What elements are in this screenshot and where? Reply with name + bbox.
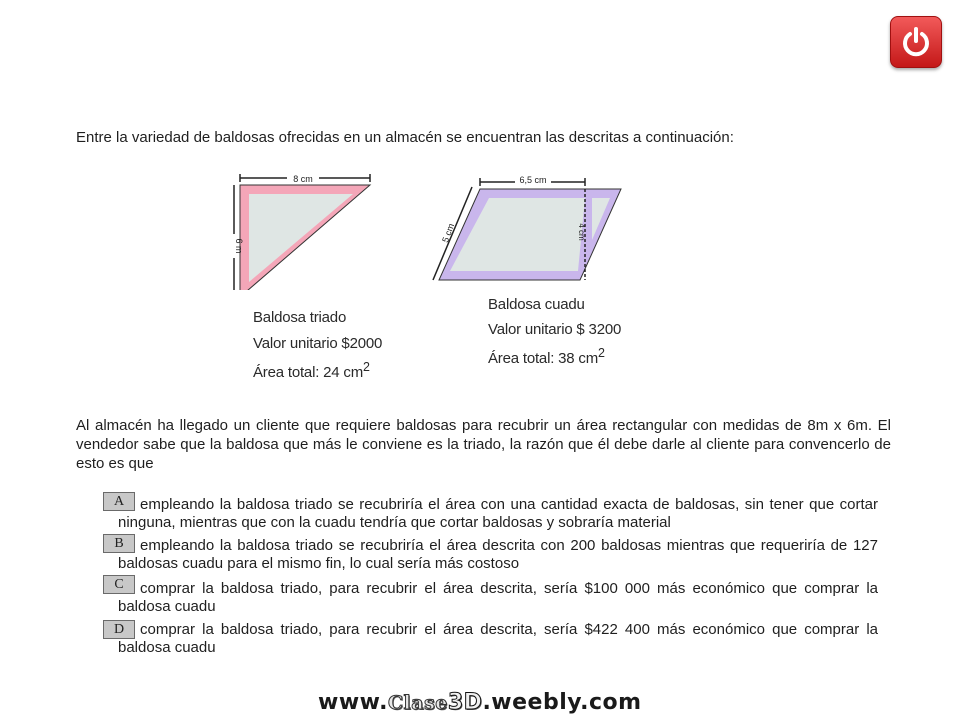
option-c-text: comprar la baldosa triado, para recubrir el área descrita, sería $100 000 más económico que comprar la baldosa cuadu <box>118 580 878 615</box>
intro-text: Entre la variedad de baldosas ofrecidas en un almacén se encuentran las descritas a continuación: <box>76 129 734 146</box>
footer-brand: Clase <box>387 692 448 714</box>
option-a-button[interactable]: A <box>103 492 135 511</box>
parallelogram-side-dim-label: 5 cm <box>440 222 457 244</box>
question-text: Al almacén ha llegado un cliente que requiere baldosas para recubrir un área rectangular con medidas de 8m x 6m. El vendedor sabe que la baldosa que más le conviene es la triado, la razón que él debe darle al cliente para convencerlo de esto es que <box>76 417 891 472</box>
triangle-area-text: Área total: 24 cm <box>253 364 363 381</box>
parallelogram-top-dim-label: 6,5 cm <box>519 175 547 185</box>
parallelogram-area-exponent: 2 <box>598 346 605 360</box>
option-b-text: empleando la baldosa triado se recubriría el área descrita con 200 baldosas mientras que requeriría de 127 baldosas cuadu para el mismo fin, lo cual sería más costoso <box>118 537 878 572</box>
power-button[interactable] <box>890 16 942 68</box>
site-footer-link[interactable] <box>318 690 642 715</box>
parallelogram-price: Valor unitario $ 3200 <box>488 321 622 338</box>
footer-brand-3d: 3D <box>447 690 483 715</box>
parallelogram-name: Baldosa cuadu <box>488 296 585 313</box>
parallelogram-area-text: Área total: 38 cm <box>488 350 598 367</box>
option-d-button[interactable]: D <box>103 620 135 639</box>
triangle-price: Valor unitario $2000 <box>253 335 383 352</box>
tiles-figure <box>225 170 645 290</box>
triangle-top-dim-label: 8 cm <box>293 174 313 184</box>
option-c-button[interactable]: C <box>103 575 135 594</box>
triangle-tile <box>227 172 370 290</box>
option-a-text: empleando la baldosa triado se recubriría el área con una cantidad exacta de baldosas, sin tener que cortar ninguna, mientras que con la cuadu tendría que cortar baldosas y sobraría material <box>118 496 878 531</box>
footer-suffix: .weebly.com <box>482 690 642 715</box>
triangle-area <box>253 360 370 381</box>
parallelogram-tile <box>433 173 621 280</box>
triangle-side-dim-label: 6 m <box>234 238 244 254</box>
option-d-text: comprar la baldosa triado, para recubrir el área descrita, sería $422 400 más económico que comprar la baldosa cuadu <box>118 621 878 656</box>
triangle-area-exponent: 2 <box>363 360 370 374</box>
power-icon <box>900 26 932 58</box>
parallelogram-height-dim-label: 4 cm <box>577 223 586 241</box>
footer-prefix: www. <box>318 690 388 715</box>
parallelogram-area <box>488 346 605 367</box>
option-b-button[interactable]: B <box>103 534 135 553</box>
triangle-name: Baldosa triado <box>253 309 347 326</box>
